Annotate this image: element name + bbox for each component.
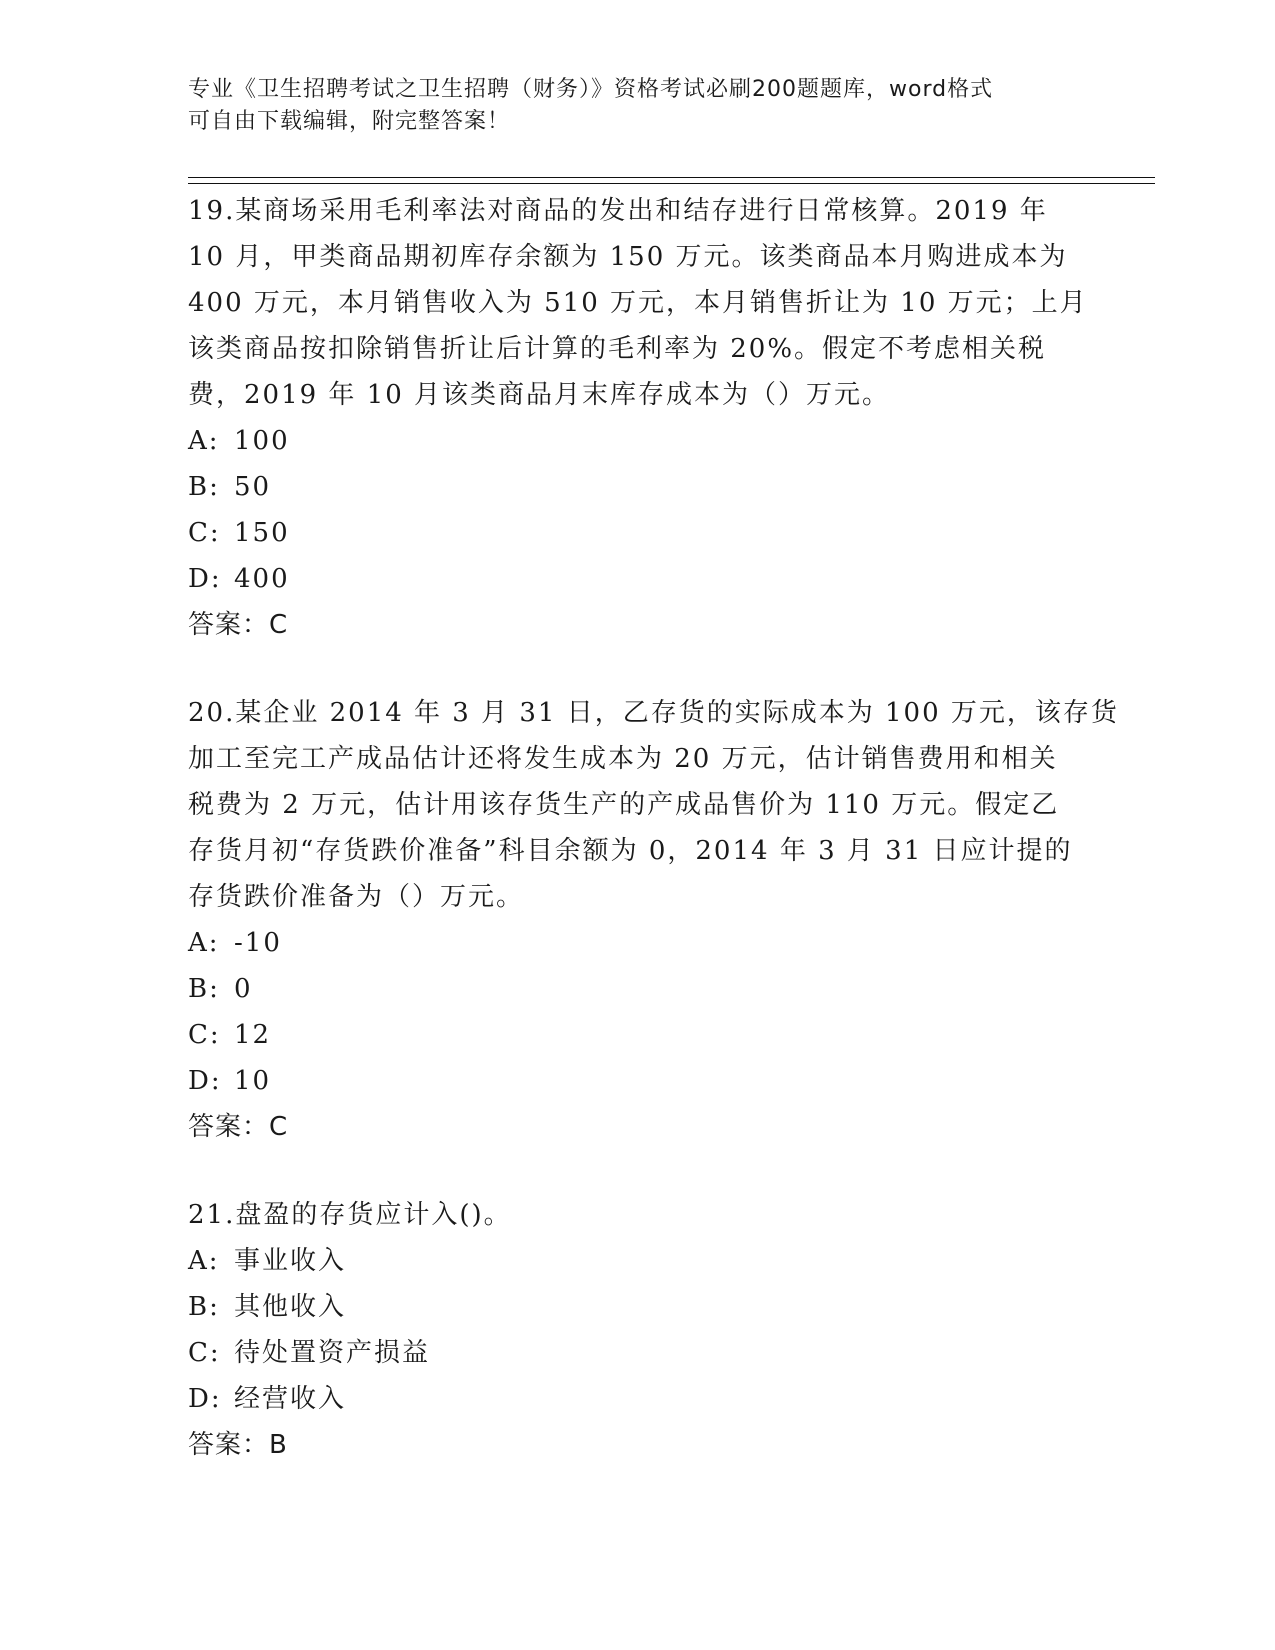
- option-b: [188, 464, 1088, 510]
- option-letter: C:: [188, 518, 221, 548]
- question-20: [188, 690, 1119, 1150]
- option-letter: B:: [188, 1292, 220, 1322]
- option-d: [188, 556, 1088, 602]
- option-a: [188, 920, 1088, 966]
- option-letter: D:: [188, 564, 222, 594]
- option-text: 150: [234, 518, 290, 548]
- option-text: 50: [234, 472, 272, 502]
- option-letter: B:: [188, 974, 220, 1004]
- option-text: -10: [234, 928, 282, 958]
- option-text: 事业收入: [234, 1246, 347, 1276]
- option-letter: D:: [188, 1066, 222, 1096]
- option-text: 12: [234, 1020, 272, 1050]
- option-letter: A:: [188, 1246, 220, 1276]
- header-line-1: 专业《卫生招聘考试之卫生招聘（财务）》资格考试必刷200题题库，word格式: [188, 77, 994, 102]
- option-text: 100: [234, 426, 290, 456]
- question-stem-line: 存货跌价准备为（）万元。: [188, 882, 525, 912]
- option-letter: A:: [188, 426, 220, 456]
- option-letter: A:: [188, 928, 220, 958]
- option-letter: C:: [188, 1338, 221, 1368]
- option-text: 0: [234, 974, 253, 1004]
- question-stem-line: 10 月，甲类商品期初库存余额为 150 万元。该类商品本月购进成本为: [188, 242, 1068, 272]
- header-rule-bottom: [188, 183, 1155, 184]
- option-text: 经营收入: [234, 1384, 347, 1414]
- option-text: 10: [234, 1066, 272, 1096]
- option-a: [188, 1238, 1088, 1284]
- question-stem-line: 20.某企业 2014 年 3 月 31 日，乙存货的实际成本为 100 万元，该存货: [188, 698, 1119, 728]
- option-b: [188, 1284, 1088, 1330]
- question-stem-line: 21.盘盈的存货应计入()。: [188, 1200, 512, 1230]
- option-c: [188, 1012, 1088, 1058]
- option-c: [188, 1330, 1088, 1376]
- option-text: 400: [234, 564, 290, 594]
- question-stem-line: 费，2019 年 10 月该类商品月末库存成本为（）万元。: [188, 380, 891, 410]
- option-letter: B:: [188, 472, 220, 502]
- answer-label: 答案：C: [188, 610, 289, 640]
- option-b: [188, 966, 1088, 1012]
- document-header: [188, 74, 1068, 138]
- option-c: [188, 510, 1088, 556]
- question-stem-line: 税费为 2 万元，估计用该存货生产的产成品售价为 110 万元。假定乙: [188, 790, 1060, 820]
- option-text: 其他收入: [234, 1292, 347, 1322]
- header-line-2: 可自由下载编辑，附完整答案！: [188, 109, 511, 134]
- answer-label: 答案：C: [188, 1112, 289, 1142]
- option-d: [188, 1376, 1088, 1422]
- question-stem-line: 该类商品按扣除销售折让后计算的毛利率为 20%。假定不考虑相关税: [188, 334, 1047, 364]
- option-letter: C:: [188, 1020, 221, 1050]
- question-stem-line: 400 万元，本月销售收入为 510 万元，本月销售折让为 10 万元；上月: [188, 288, 1088, 318]
- question-stem-line: 存货月初“存货跌价准备”科目余额为 0，2014 年 3 月 31 日应计提的: [188, 836, 1073, 866]
- question-21: [188, 1192, 1088, 1468]
- question-19: [188, 188, 1088, 648]
- option-text: 待处置资产损益: [234, 1338, 431, 1368]
- option-a: [188, 418, 1088, 464]
- option-d: [188, 1058, 1088, 1104]
- header-rule-top: [188, 177, 1155, 178]
- question-stem-line: 加工至完工产成品估计还将发生成本为 20 万元，估计销售费用和相关: [188, 744, 1058, 774]
- answer-label: 答案：B: [188, 1430, 288, 1460]
- question-stem-line: 19.某商场采用毛利率法对商品的发出和结存进行日常核算。2019 年: [188, 196, 1048, 226]
- option-letter: D:: [188, 1384, 222, 1414]
